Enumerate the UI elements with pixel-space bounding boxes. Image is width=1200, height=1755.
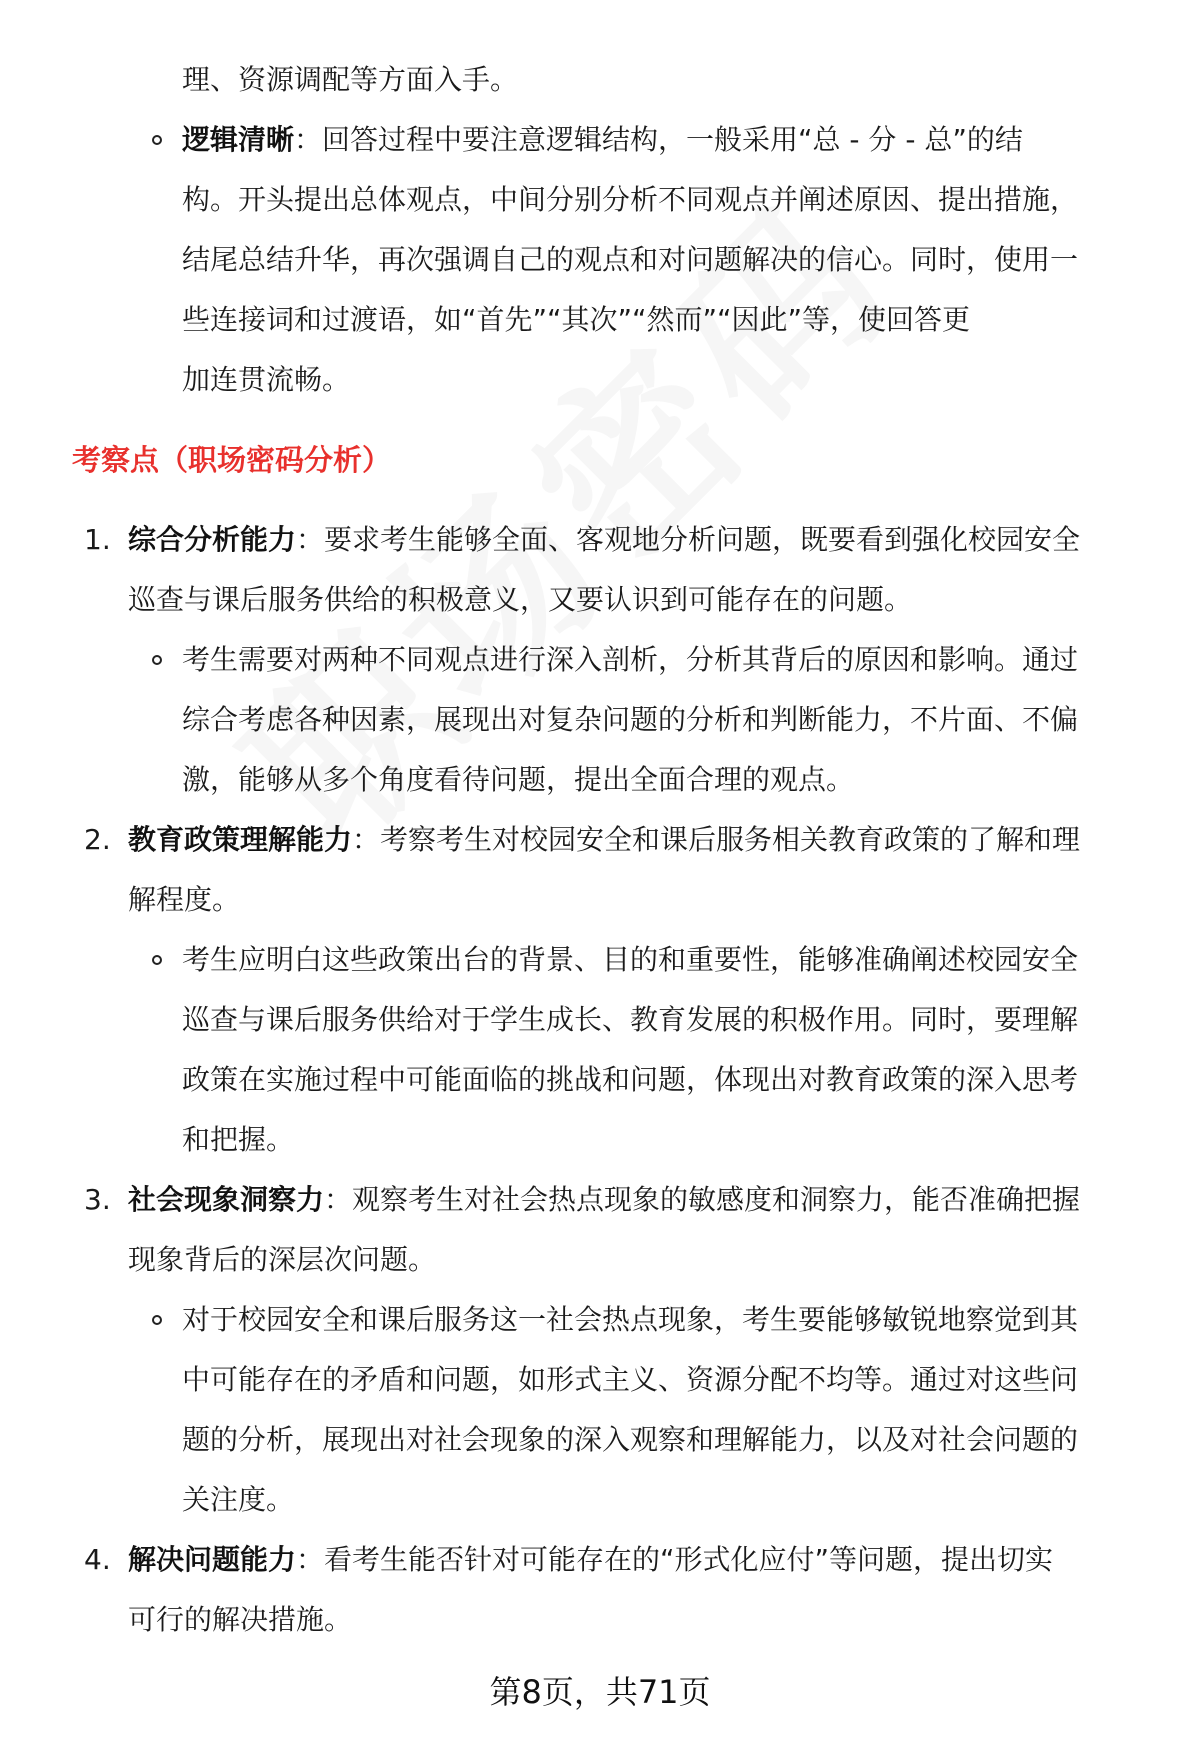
point-3-line-2: 现象背后的深层次问题。 xyxy=(128,1243,437,1276)
section-heading: 考察点（职场密码分析） xyxy=(72,443,392,477)
point-4-title: 解决问题能力 xyxy=(128,1543,297,1576)
point-3-title: 社会现象洞察力 xyxy=(128,1183,325,1216)
logic-line-3: 结尾总结升华，再次强调自己的观点和对问题解决的信心。同时，使用一 xyxy=(182,243,1079,276)
logic-title: 逻辑清晰 xyxy=(182,123,295,156)
point-number: 4. xyxy=(84,1543,111,1576)
logic-line-2: 构。开头提出总体观点，中间分别分析不同观点并阐述原因、提出措施， xyxy=(182,183,1079,216)
bullet-icon xyxy=(152,955,162,965)
point-1-sub-2: 综合考虑各种因素，展现出对复杂问题的分析和判断能力，不片面、不偏 xyxy=(182,703,1079,736)
point-1-sub-1: 考生需要对两种不同观点进行深入剖析，分析其背后的原因和影响。通过 xyxy=(182,643,1079,676)
point-1-title: 综合分析能力 xyxy=(128,523,297,556)
point-number: 2. xyxy=(84,823,111,856)
point-2-title: 教育政策理解能力 xyxy=(128,823,353,856)
point-3-sub-2: 中可能存在的矛盾和问题，如形式主义、资源分配不均等。通过对这些问 xyxy=(182,1363,1079,1396)
bullet-icon xyxy=(152,1315,162,1325)
point-2-sub-2: 巡查与课后服务供给对于学生成长、教育发展的积极作用。同时，要理解 xyxy=(182,1003,1079,1036)
bullet-icon xyxy=(152,655,162,665)
point-number: 3. xyxy=(84,1183,111,1216)
point-4-line-1: 解决问题能力：看考生能否针对可能存在的“形式化应付”等问题，提出切实 xyxy=(128,1543,1054,1576)
point-2-sub-3: 政策在实施过程中可能面临的挑战和问题，体现出对教育政策的深入思考 xyxy=(182,1063,1079,1096)
point-1-line-1: 综合分析能力：要求考生能够全面、客观地分析问题，既要看到强化校园安全 xyxy=(128,523,1081,556)
point-1-sub-3: 激，能够从多个角度看待问题，提出全面合理的观点。 xyxy=(182,763,855,796)
point-number: 1. xyxy=(84,523,111,556)
page-footer: 第8页，共71页 xyxy=(489,1673,711,1711)
logic-line-4: 些连接词和过渡语，如“首先”“其次”“然而”“因此”等，使回答更 xyxy=(182,303,971,336)
logic-line-5: 加连贯流畅。 xyxy=(182,363,351,396)
logic-line-1: 逻辑清晰：回答过程中要注意逻辑结构，一般采用“总 - 分 - 总”的结 xyxy=(182,123,1023,156)
point-3-sub-4: 关注度。 xyxy=(182,1483,295,1516)
point-1-line-2: 巡查与课后服务供给的积极意义，又要认识到可能存在的问题。 xyxy=(128,583,913,616)
point-2-line-2: 解程度。 xyxy=(128,883,241,916)
continuation-line: 理、资源调配等方面入手。 xyxy=(182,63,519,96)
point-3-line-1: 社会现象洞察力：观察考生对社会热点现象的敏感度和洞察力，能否准确把握 xyxy=(128,1183,1081,1216)
point-3-sub-3: 题的分析，展现出对社会现象的深入观察和理解能力，以及对社会问题的 xyxy=(182,1423,1079,1456)
point-2-sub-4: 和把握。 xyxy=(182,1123,295,1156)
point-4-line-2: 可行的解决措施。 xyxy=(128,1603,353,1636)
point-3-sub-1: 对于校园安全和课后服务这一社会热点现象，考生要能够敏锐地察觉到其 xyxy=(182,1303,1079,1336)
bullet-icon xyxy=(152,135,162,145)
point-2-line-1: 教育政策理解能力：考察考生对校园安全和课后服务相关教育政策的了解和理 xyxy=(128,823,1081,856)
point-2-sub-1: 考生应明白这些政策出台的背景、目的和重要性，能够准确阐述校园安全 xyxy=(182,943,1079,976)
